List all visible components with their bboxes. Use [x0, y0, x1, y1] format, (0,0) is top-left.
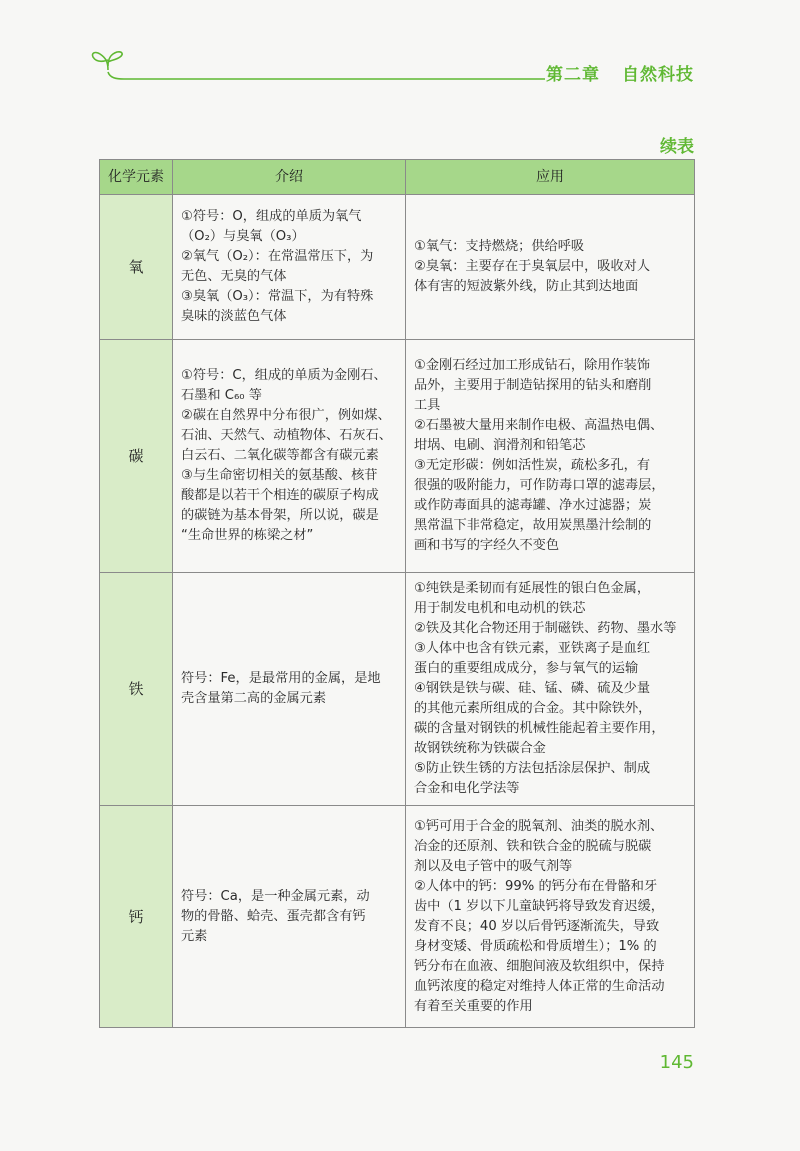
intro-line: 白云石、二氧化碳等都含有碳元素	[181, 448, 379, 463]
application-line: 齿中（1 岁以下儿童缺钙将导致发育迟缓，	[414, 898, 664, 914]
application-line: 坩埚、电刷、润滑剂和铅笔芯	[414, 438, 586, 453]
intro-line: 符号：Fe，是最常用的金属，是地	[181, 671, 381, 686]
application-line: ②铁及其化合物还用于制磁铁、药物、墨水等	[414, 621, 677, 636]
application-line: 剂以及电子管中的吸气剂等	[414, 858, 573, 874]
element-intro	[173, 573, 406, 806]
element-intro	[173, 340, 406, 573]
application-line: 发育不良；40 岁以后骨钙逐渐流失，导致	[414, 918, 660, 934]
table-header-row	[100, 160, 695, 195]
application-line: ④钢铁是铁与碳、硅、锰、磷、硫及少量	[414, 681, 651, 696]
intro-line: 物的骨骼、蛤壳、蛋壳都含有钙	[181, 908, 366, 924]
table-row	[100, 573, 695, 806]
intro-line: 符号：Ca，是一种金属元素，动	[181, 888, 370, 904]
application-line: 蛋白的重要组成成分，参与氧气的运输	[414, 661, 639, 676]
element-application	[406, 195, 695, 340]
element-application	[406, 340, 695, 573]
application-line: 有着至关重要的作用	[414, 998, 533, 1014]
intro-line: 的碳链为基本骨架，所以说，碳是	[181, 508, 379, 523]
application-line: ①钙可用于合金的脱氧剂、油类的脱水剂、	[414, 818, 664, 834]
table-row	[100, 340, 695, 573]
table-row	[100, 195, 695, 340]
intro-line: ③臭氧（O₃）：常温下，为有特殊	[181, 289, 374, 304]
application-line: ②人体中的钙：99% 的钙分布在骨骼和牙	[414, 878, 658, 894]
application-line: 身材变矮、骨质疏松和骨质增生）；1% 的	[414, 938, 657, 954]
application-line: ①金刚石经过加工形成钻石，除用作装饰	[414, 358, 651, 373]
intro-line: ①符号：C，组成的单质为金刚石、	[181, 368, 387, 383]
section-title: 自然科技	[622, 65, 694, 85]
application-line: 品外，主要用于制造钻探用的钻头和磨削	[414, 378, 652, 393]
application-line: 画和书写的字经久不变色	[414, 538, 560, 553]
column-header-intro: 介绍	[173, 160, 406, 195]
column-header-element: 化学元素	[100, 160, 173, 195]
intro-line: 石墨和 C₆₀ 等	[181, 388, 262, 403]
intro-line: 元素	[181, 928, 208, 944]
page-header	[0, 0, 800, 120]
element-table	[99, 159, 695, 1028]
intro-line: ①符号：O，组成的单质为氧气	[181, 209, 362, 224]
continued-label: 续表	[660, 137, 694, 157]
element-name: 氧	[100, 195, 173, 340]
chapter-title	[546, 60, 694, 85]
application-line: 体有害的短波紫外线，防止其到达地面	[414, 279, 639, 294]
intro-line: （O₂）与臭氧（O₃）	[181, 229, 305, 244]
table-row	[100, 806, 695, 1028]
application-line: ①纯铁是柔韧而有延展性的银白色金属，	[414, 581, 651, 596]
element-application	[406, 806, 695, 1028]
application-line: 或作防毒面具的滤毒罐、净水过滤器；炭	[414, 498, 652, 513]
element-name: 铁	[100, 573, 173, 806]
page-number: 145	[659, 1052, 694, 1073]
application-line: 黑常温下非常稳定，故用炭黑墨汁绘制的	[414, 518, 652, 533]
application-line: ①氧气：支持燃烧；供给呼吸	[414, 239, 585, 254]
intro-line: ③与生命密切相关的氨基酸、核苷	[181, 468, 378, 483]
column-header-application: 应用	[406, 160, 695, 195]
chapter-number: 第二章	[546, 65, 600, 85]
intro-line: 酸都是以若干个相连的碳原子构成	[181, 488, 379, 503]
application-line: 合金和电化学法等	[414, 781, 520, 796]
application-line: ③人体中也含有铁元素，亚铁离子是血红	[414, 641, 651, 656]
application-line: ②臭氧：主要存在于臭氧层中，吸收对人	[414, 259, 651, 274]
intro-line: 臭味的淡蓝色气体	[181, 309, 287, 324]
application-line: 很强的吸附能力，可作防毒口罩的滤毒层，	[414, 478, 665, 493]
element-intro	[173, 806, 406, 1028]
application-line: 碳的含量对钢铁的机械性能起着主要作用，	[414, 721, 665, 736]
application-line: 血钙浓度的稳定对维持人体正常的生命活动	[414, 978, 665, 994]
header-rule	[108, 72, 545, 79]
application-line: ②石墨被大量用来制作电极、高温热电偶、	[414, 418, 664, 433]
intro-line: 石油、天然气、动植物体、石灰石、	[181, 428, 392, 443]
intro-line: ②碳在自然界中分布很广，例如煤、	[181, 408, 391, 423]
element-name: 碳	[100, 340, 173, 573]
application-line: 冶金的还原剂、铁和铁合金的脱硫与脱碳	[414, 838, 652, 854]
application-line: 故钢铁统称为铁碳合金	[414, 741, 546, 756]
application-line: 的其他元素所组成的合金。其中除铁外，	[414, 701, 652, 716]
application-line: 用于制发电机和电动机的铁芯	[414, 601, 586, 616]
intro-line: 无色、无臭的气体	[181, 269, 287, 284]
element-application	[406, 573, 695, 806]
application-line: 钙分布在血液、细胞间液及软组织中，保持	[414, 958, 665, 974]
element-name: 钙	[100, 806, 173, 1028]
intro-line: 壳含量第二高的金属元素	[181, 691, 327, 706]
intro-line: ②氧气（O₂）：在常温常压下，为	[181, 249, 374, 264]
application-line: ⑤防止铁生锈的方法包括涂层保护、制成	[414, 761, 651, 776]
sprout-icon	[92, 52, 122, 70]
application-line: 工具	[414, 398, 441, 413]
application-line: ③无定形碳：例如活性炭，疏松多孔，有	[414, 458, 651, 473]
intro-line: “生命世界的栋梁之材”	[181, 528, 314, 543]
element-intro	[173, 195, 406, 340]
